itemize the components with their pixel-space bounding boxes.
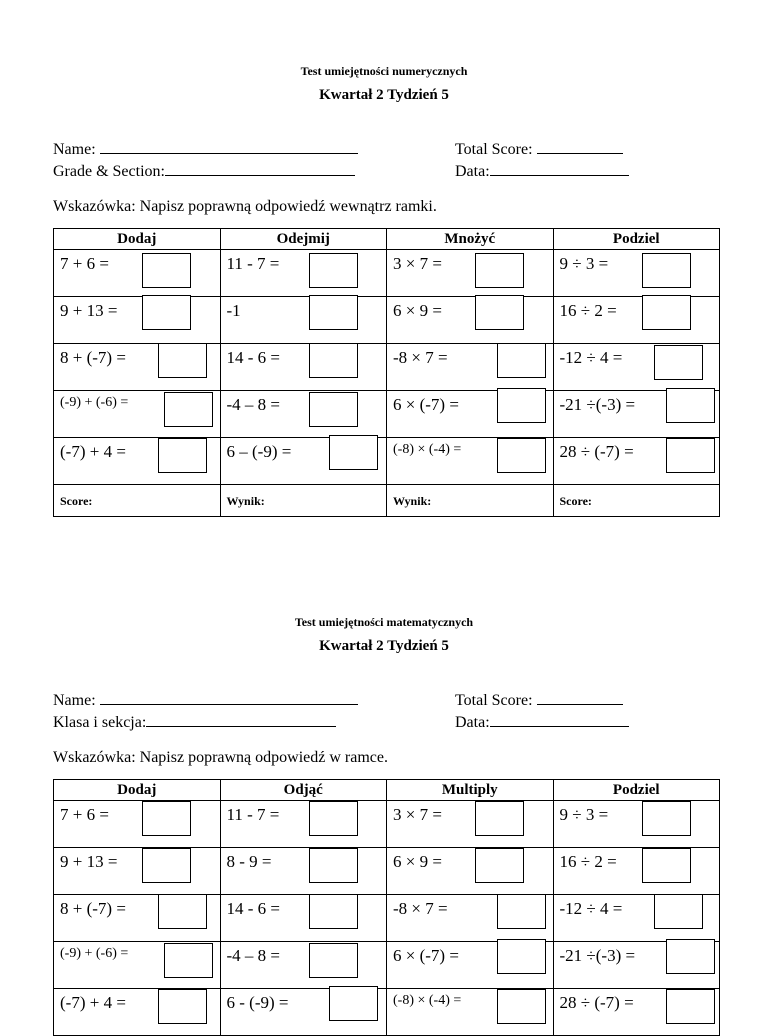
- answer-box[interactable]: [329, 986, 378, 1021]
- problem-text: 6 × (-7) =: [393, 395, 459, 414]
- problem-text: 9 ÷ 3 =: [559, 805, 609, 824]
- answer-box[interactable]: [142, 848, 191, 883]
- problem-cell: [220, 895, 387, 942]
- problem-text: 11 - 7 =: [226, 254, 280, 273]
- name-field[interactable]: Name:: [53, 690, 358, 710]
- problem-cell: [553, 895, 720, 942]
- problem-text: 14 - 6 =: [226, 899, 280, 918]
- table-row: [54, 801, 720, 848]
- header-subtract: Odjąć: [220, 780, 387, 801]
- problem-cell: [387, 848, 554, 895]
- problem-text: 14 - 6 =: [226, 348, 280, 367]
- problem-cell: [553, 848, 720, 895]
- answer-box[interactable]: [164, 943, 213, 978]
- score-label: Score:: [559, 493, 592, 508]
- problem-text: 6 – (-9) =: [226, 442, 292, 461]
- problem-cell: [54, 848, 221, 895]
- instruction: Wskazówka: Napisz poprawną odpowiedź w ramce.: [53, 749, 388, 766]
- answer-box[interactable]: [158, 989, 207, 1024]
- problem-text: 8 + (-7) =: [60, 348, 126, 367]
- worksheet-title: Test umiejętności matematycznych: [294, 615, 474, 629]
- header-add: Dodaj: [54, 229, 221, 250]
- problem-text: 7 + 6 =: [60, 805, 109, 824]
- problem-cell: [220, 989, 387, 1036]
- problem-text: 8 + (-7) =: [60, 899, 126, 918]
- answer-box[interactable]: [497, 939, 546, 974]
- answer-box[interactable]: [497, 894, 546, 929]
- problem-text: 16 ÷ 2 =: [559, 301, 617, 320]
- answer-box[interactable]: [475, 848, 524, 883]
- problem-text: 9 + 13 =: [60, 301, 118, 320]
- header-add: Dodaj: [54, 780, 221, 801]
- score-cell[interactable]: [220, 485, 387, 517]
- header-multiply: Multiply: [387, 780, 554, 801]
- name-field[interactable]: Name:: [53, 139, 358, 159]
- grade-section-field[interactable]: Grade & Section:: [53, 161, 355, 181]
- problem-cell: [387, 942, 554, 989]
- problem-text: (-7) + 4 =: [60, 442, 126, 461]
- problem-cell: [54, 895, 221, 942]
- answer-box[interactable]: [497, 989, 546, 1024]
- problem-cell: [387, 989, 554, 1036]
- problem-text: 9 ÷ 3 =: [559, 254, 609, 273]
- problem-cell: [220, 801, 387, 848]
- problem-cell: [553, 989, 720, 1036]
- total-score-field[interactable]: Total Score:: [455, 139, 623, 159]
- answer-box[interactable]: [642, 848, 691, 883]
- answer-box[interactable]: [309, 943, 358, 978]
- score-label: Score:: [60, 493, 93, 508]
- answer-box[interactable]: [642, 801, 691, 836]
- score-row: [54, 485, 720, 517]
- problem-text: -8 × 7 =: [393, 899, 448, 918]
- problem-text: 16 ÷ 2 =: [559, 852, 617, 871]
- problem-text: 6 - (-9) =: [226, 993, 289, 1012]
- answer-box[interactable]: [475, 801, 524, 836]
- problem-text: 3 × 7 =: [393, 254, 442, 273]
- table-row: [54, 895, 720, 942]
- problem-text: (-9) + (-6) =: [60, 946, 129, 961]
- date-field[interactable]: Data:: [455, 712, 629, 732]
- header-divide: Podziel: [553, 780, 720, 801]
- problem-text: (-7) + 4 =: [60, 993, 126, 1012]
- problem-cell: [54, 942, 221, 989]
- score-label: Wynik:: [393, 493, 432, 508]
- answer-box[interactable]: [142, 801, 191, 836]
- problem-text: -21 ÷(-3) =: [559, 946, 636, 965]
- date-field[interactable]: Data:: [455, 161, 629, 181]
- score-label: Wynik:: [226, 493, 265, 508]
- problem-text: 7 + 6 =: [60, 254, 109, 273]
- score-cell[interactable]: [54, 485, 221, 517]
- answer-box[interactable]: [309, 848, 358, 883]
- problem-text: -1: [226, 301, 241, 320]
- header-multiply: Mnożyć: [387, 229, 554, 250]
- problem-text: 9 + 13 =: [60, 852, 118, 871]
- instruction: Wskazówka: Napisz poprawną odpowiedź wewnątrz ramki.: [53, 198, 437, 215]
- problem-text: 28 ÷ (-7) =: [559, 442, 634, 461]
- problem-text: -12 ÷ 4 =: [559, 348, 623, 367]
- problem-text: 11 - 7 =: [226, 805, 280, 824]
- problem-text: 6 × 9 =: [393, 301, 442, 320]
- problem-table: [53, 779, 720, 1036]
- problem-text: 8 - 9 =: [226, 852, 272, 871]
- problem-text: -4 – 8 =: [226, 395, 280, 414]
- problem-cell: [54, 989, 221, 1036]
- answer-box[interactable]: [654, 894, 703, 929]
- answer-box[interactable]: [309, 894, 358, 929]
- problem-text: (-8) × (-4) =: [393, 993, 462, 1008]
- problem-text: -12 ÷ 4 =: [559, 899, 623, 918]
- answer-box[interactable]: [666, 989, 715, 1024]
- score-cell[interactable]: [553, 485, 720, 517]
- table-row: [54, 848, 720, 895]
- problem-text: 6 × 9 =: [393, 852, 442, 871]
- problem-cell: [553, 801, 720, 848]
- table-row: [54, 942, 720, 989]
- class-section-field[interactable]: Klasa i sekcja:: [53, 712, 336, 732]
- problem-text: 6 × (-7) =: [393, 946, 459, 965]
- worksheet-title: Test umiejętności numerycznych: [300, 64, 468, 78]
- problem-cell: [553, 942, 720, 989]
- header-divide: Podziel: [553, 229, 720, 250]
- problem-cell: [387, 801, 554, 848]
- problem-text: -21 ÷(-3) =: [559, 395, 636, 414]
- answer-box[interactable]: [158, 894, 207, 929]
- table-row: [54, 989, 720, 1036]
- header-subtract: Odejmij: [220, 229, 387, 250]
- problem-text: -8 × 7 =: [393, 348, 448, 367]
- score-cell[interactable]: [387, 485, 554, 517]
- problem-text: 3 × 7 =: [393, 805, 442, 824]
- answer-box[interactable]: [666, 939, 715, 974]
- worksheet-subtitle: Kwartał 2 Tydzień 5: [319, 638, 449, 654]
- problem-text: (-8) × (-4) =: [393, 442, 462, 457]
- problem-text: (-9) + (-6) =: [60, 395, 129, 410]
- worksheet-subtitle: Kwartał 2 Tydzień 5: [319, 87, 449, 103]
- problem-text: 28 ÷ (-7) =: [559, 993, 634, 1012]
- total-score-field[interactable]: Total Score:: [455, 690, 623, 710]
- problem-cell: [220, 848, 387, 895]
- problem-text: -4 – 8 =: [226, 946, 280, 965]
- answer-box[interactable]: [309, 801, 358, 836]
- problem-cell: [220, 942, 387, 989]
- problem-cell: [54, 801, 221, 848]
- problem-cell: [387, 895, 554, 942]
